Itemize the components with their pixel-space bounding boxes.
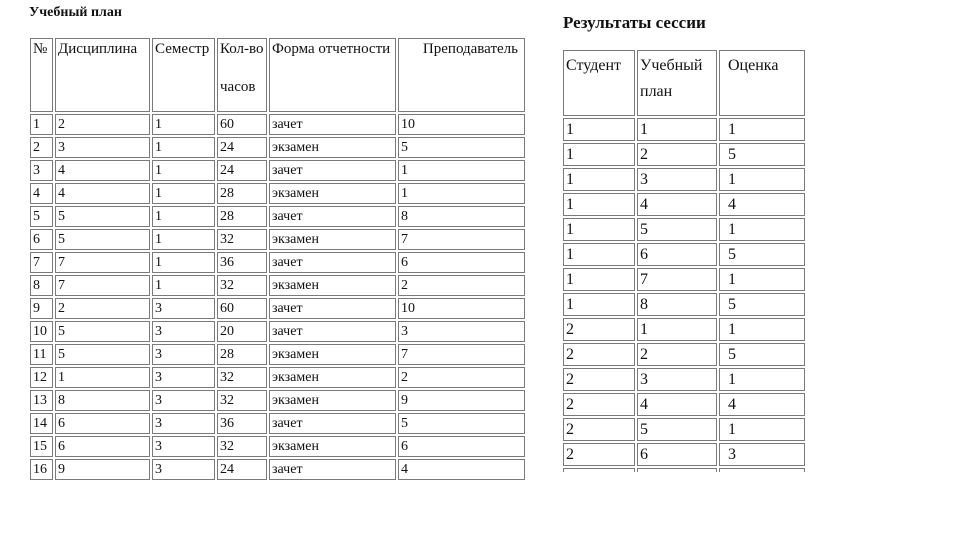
cell-hours: 28 [217,344,267,365]
cell-discipline: 5 [55,229,150,250]
cell-discipline: 7 [55,275,150,296]
cell-student: 1 [563,293,635,316]
cell-student: 1 [563,118,635,141]
plan-row [30,298,525,319]
cell-study-plan: 5 [637,418,717,441]
session-row [563,193,805,216]
cell-grade: 4 [719,393,805,416]
cell-hours: 60 [217,298,267,319]
cell-grade: 1 [719,368,805,391]
cell-number: 12 [30,367,53,388]
cell-number: 9 [30,298,53,319]
header-grade: Оценка [719,50,805,116]
plan-row [30,321,525,342]
session-header-row [563,50,805,116]
header-number: № [30,38,53,112]
cell-cutoff [563,468,635,472]
cell-semester: 1 [152,137,215,158]
cell-report-form: зачет [269,206,396,227]
cell-number: 2 [30,137,53,158]
cell-hours: 24 [217,137,267,158]
session-row [563,343,805,366]
cell-teacher: 10 [398,298,525,319]
cell-number: 11 [30,344,53,365]
cell-discipline: 9 [55,459,150,480]
cell-number: 5 [30,206,53,227]
plan-row [30,390,525,411]
header-report-form: Форма отчетности [269,38,396,112]
cell-hours: 60 [217,114,267,135]
cell-study-plan: 7 [637,268,717,291]
cell-discipline: 5 [55,321,150,342]
cell-report-form: зачет [269,413,396,434]
plan-row [30,367,525,388]
session-row [563,268,805,291]
cell-teacher: 7 [398,229,525,250]
cell-grade: 1 [719,418,805,441]
cell-discipline: 5 [55,206,150,227]
cell-hours: 32 [217,275,267,296]
cell-discipline: 6 [55,436,150,457]
header-discipline: Дисциплина [55,38,150,112]
cell-number: 1 [30,114,53,135]
plan-row [30,344,525,365]
session-table [561,48,807,474]
cell-student: 1 [563,168,635,191]
cell-grade: 1 [719,318,805,341]
header-semester: Семестр [152,38,215,112]
plan-row [30,114,525,135]
cell-number: 15 [30,436,53,457]
cell-student: 1 [563,218,635,241]
cell-hours: 24 [217,459,267,480]
plan-header-row [30,38,525,112]
plan-row [30,206,525,227]
cell-teacher: 8 [398,206,525,227]
cell-study-plan: 3 [637,368,717,391]
cell-semester: 3 [152,390,215,411]
cell-grade: 5 [719,343,805,366]
cell-study-plan: 5 [637,218,717,241]
cell-discipline: 1 [55,367,150,388]
cell-discipline: 2 [55,114,150,135]
cell-grade: 1 [719,268,805,291]
cell-number: 10 [30,321,53,342]
cell-teacher: 3 [398,321,525,342]
cell-study-plan: 4 [637,393,717,416]
cell-report-form: зачет [269,298,396,319]
header-teacher: Преподаватель [398,38,525,112]
cell-discipline: 8 [55,390,150,411]
cell-number: 4 [30,183,53,204]
cell-grade: 3 [719,443,805,466]
cell-cutoff [637,468,717,472]
cell-study-plan: 2 [637,143,717,166]
cell-discipline: 5 [55,344,150,365]
cell-semester: 1 [152,183,215,204]
cell-number: 8 [30,275,53,296]
session-row [563,243,805,266]
cell-student: 1 [563,243,635,266]
cell-student: 2 [563,443,635,466]
cell-hours: 36 [217,252,267,273]
cell-discipline: 7 [55,252,150,273]
cell-semester: 3 [152,413,215,434]
cell-report-form: зачет [269,321,396,342]
session-title: Результаты сессии [563,13,706,32]
cell-report-form: экзамен [269,229,396,250]
cell-grade: 5 [719,143,805,166]
cell-report-form: экзамен [269,275,396,296]
cell-hours: 32 [217,367,267,388]
cell-number: 6 [30,229,53,250]
cell-grade: 4 [719,193,805,216]
header-study-plan: Учебный план [637,50,717,116]
cell-study-plan: 2 [637,343,717,366]
cell-student: 2 [563,393,635,416]
cell-report-form: зачет [269,252,396,273]
cell-discipline: 6 [55,413,150,434]
plan-row [30,160,525,181]
cell-teacher: 6 [398,436,525,457]
cell-student: 1 [563,268,635,291]
cell-semester: 3 [152,321,215,342]
cell-report-form: экзамен [269,183,396,204]
cell-grade: 5 [719,243,805,266]
cell-semester: 1 [152,275,215,296]
cell-semester: 1 [152,252,215,273]
plan-row [30,459,525,480]
cell-discipline: 4 [55,160,150,181]
cell-study-plan: 1 [637,318,717,341]
cell-number: 14 [30,413,53,434]
cell-teacher: 1 [398,183,525,204]
plan-table [28,36,527,482]
cell-teacher: 5 [398,413,525,434]
cell-hours: 32 [217,390,267,411]
header-hours [217,38,267,112]
cell-semester: 3 [152,436,215,457]
cell-discipline: 3 [55,137,150,158]
cell-student: 2 [563,318,635,341]
cell-semester: 3 [152,459,215,480]
cell-report-form: экзамен [269,344,396,365]
cell-grade: 5 [719,293,805,316]
cell-student: 2 [563,418,635,441]
cell-student: 1 [563,193,635,216]
cell-teacher: 1 [398,160,525,181]
cell-hours: 28 [217,183,267,204]
cell-report-form: зачет [269,114,396,135]
cell-number: 7 [30,252,53,273]
plan-row [30,229,525,250]
cell-student: 2 [563,368,635,391]
cell-report-form: зачет [269,459,396,480]
session-row [563,368,805,391]
cell-semester: 1 [152,160,215,181]
session-row [563,168,805,191]
plan-row [30,275,525,296]
session-row [563,143,805,166]
cell-semester: 3 [152,298,215,319]
cell-teacher: 4 [398,459,525,480]
cell-study-plan: 6 [637,243,717,266]
cell-hours: 36 [217,413,267,434]
cell-semester: 1 [152,229,215,250]
cell-study-plan: 6 [637,443,717,466]
cell-hours: 32 [217,229,267,250]
cell-grade: 1 [719,118,805,141]
cell-discipline: 4 [55,183,150,204]
cell-teacher: 5 [398,137,525,158]
plan-row [30,137,525,158]
session-row [563,318,805,341]
cell-report-form: экзамен [269,436,396,457]
cell-teacher: 2 [398,275,525,296]
session-row [563,118,805,141]
cell-teacher: 9 [398,390,525,411]
cell-discipline: 2 [55,298,150,319]
cell-study-plan: 8 [637,293,717,316]
cell-hours: 28 [217,206,267,227]
cell-study-plan: 3 [637,168,717,191]
header-hours-line2: часов [220,79,256,95]
plan-title: Учебный план [29,5,122,20]
session-row [563,293,805,316]
cell-semester: 3 [152,367,215,388]
plan-row [30,436,525,457]
session-row [563,418,805,441]
cell-report-form: экзамен [269,137,396,158]
cell-grade: 1 [719,168,805,191]
session-row [563,218,805,241]
cell-student: 2 [563,343,635,366]
cell-teacher: 7 [398,344,525,365]
session-row-cutoff [563,468,805,472]
cell-study-plan: 1 [637,118,717,141]
session-table-body [563,118,805,472]
cell-teacher: 6 [398,252,525,273]
cell-student: 1 [563,143,635,166]
cell-cutoff [719,468,805,472]
header-hours-line1: Кол-во [220,41,264,57]
header-student: Студент [563,50,635,116]
cell-grade: 1 [719,218,805,241]
plan-row [30,183,525,204]
session-row [563,393,805,416]
cell-hours: 24 [217,160,267,181]
session-row [563,443,805,466]
cell-hours: 20 [217,321,267,342]
cell-number: 3 [30,160,53,181]
cell-hours: 32 [217,436,267,457]
cell-semester: 1 [152,114,215,135]
cell-teacher: 10 [398,114,525,135]
cell-report-form: экзамен [269,367,396,388]
cell-report-form: экзамен [269,390,396,411]
cell-number: 16 [30,459,53,480]
cell-report-form: зачет [269,160,396,181]
cell-number: 13 [30,390,53,411]
plan-row [30,252,525,273]
cell-teacher: 2 [398,367,525,388]
plan-row [30,413,525,434]
plan-table-body [30,114,525,480]
cell-semester: 1 [152,206,215,227]
cell-semester: 3 [152,344,215,365]
cell-study-plan: 4 [637,193,717,216]
